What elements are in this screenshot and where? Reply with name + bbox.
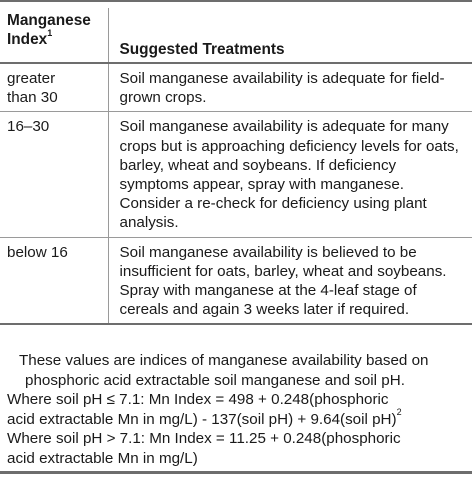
formula-line [7, 407, 469, 430]
header-manganese-index [0, 8, 108, 63]
bottom-rule [0, 471, 472, 474]
index-cell: 16–30 [0, 112, 108, 237]
formula-exponent: 2 [396, 407, 402, 418]
table-row [0, 237, 472, 324]
table-row [0, 112, 472, 237]
header-footnote-mark: 1 [47, 28, 53, 39]
index-cell: below 16 [0, 237, 108, 324]
formula-line: acid extractable Mn in mg/L) [7, 449, 198, 467]
table-header-row [0, 8, 472, 63]
top-rule [0, 0, 472, 5]
header-suggested-treatments: Suggested Treatments [108, 8, 472, 63]
header-index-label: Manganese Index [7, 12, 91, 49]
formula-line: Where soil pH ≤ 7.1: Mn Index = 498 + 0.248(phosphoric [7, 391, 389, 408]
footnote-intro [7, 351, 469, 390]
table-row [0, 63, 472, 112]
footnote-mark [7, 351, 19, 365]
treatment-cell: Soil manganese availability is believed to be insufficient for oats, barley, wheat and soybeans. Spray with manganese at the 4-leaf stage of cereals and again 3 weeks later if required. [108, 237, 472, 324]
treatment-cell: Soil manganese availability is adequate for many crops but is approaching deficiency levels for oats, barley, wheat and soybeans. If deficiency symptoms appear, spray with manganese. Consider a re-check for deficiency using plant analysis. [108, 112, 472, 237]
formula-text: acid extractable Mn in mg/L) - 137(soil pH) + 9.64(soil pH) [7, 410, 397, 428]
formula-line: Where soil pH > 7.1: Mn Index = 11.25 + 0.248(phosphoric [7, 430, 401, 447]
index-cell: greater than 30 [0, 63, 108, 112]
treatment-cell: Soil manganese availability is adequate for field-grown crops. [108, 63, 472, 112]
footnote-intro-text: These values are indices of manganese availability based on phosphoric acid extractable soil manganese and soil pH. [19, 352, 429, 389]
table-footnote [7, 351, 469, 468]
manganese-treatment-table [0, 8, 472, 325]
